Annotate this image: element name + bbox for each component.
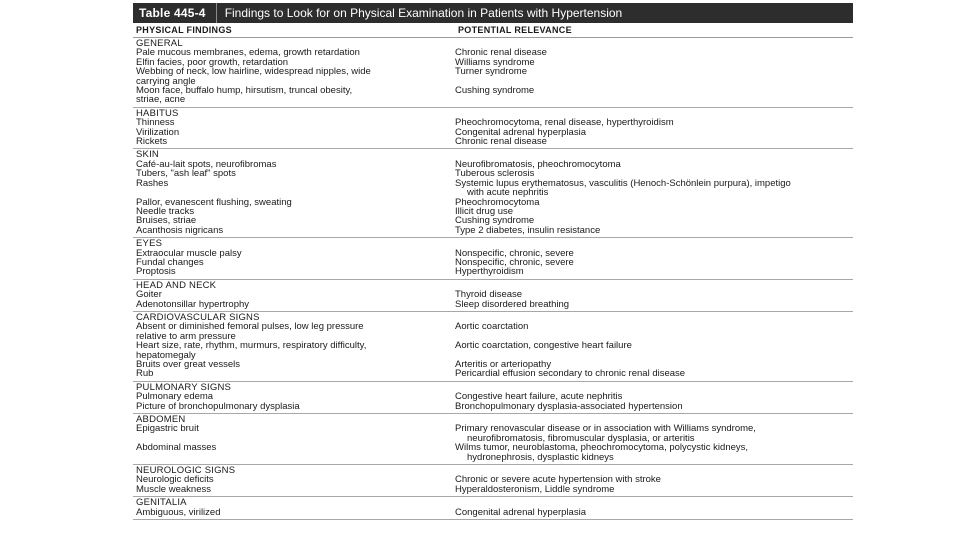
- table-row: [133, 434, 853, 443]
- table-section: [133, 414, 853, 465]
- physical-finding-cell: hepatomegaly: [136, 350, 196, 360]
- potential-relevance-cell: Hyperthyroidism: [455, 267, 524, 277]
- table-row: [133, 453, 853, 462]
- section-heading: HEAD AND NECK: [136, 279, 217, 291]
- physical-finding-cell: Fundal changes: [136, 257, 204, 268]
- potential-relevance-cell: Congestive heart failure, acute nephritis: [455, 392, 623, 402]
- table-row: [133, 508, 853, 517]
- potential-relevance-cell: [455, 332, 853, 341]
- section-heading: ABDOMEN: [136, 414, 186, 426]
- table-row: [133, 322, 853, 331]
- potential-relevance-cell: Arteritis or arteriopathy: [455, 360, 552, 370]
- potential-relevance-cell: Pheochromocytoma: [455, 197, 540, 207]
- potential-relevance-cell: Chronic renal disease: [455, 137, 547, 147]
- potential-relevance-cell: Chronic or severe acute hypertension with stroke: [455, 475, 661, 485]
- potential-relevance-cell: [455, 77, 853, 86]
- physical-finding-cell: Thinness: [136, 118, 175, 128]
- table-row: [133, 369, 853, 378]
- potential-relevance-cell: Chronic renal disease: [455, 48, 547, 58]
- table-row: [133, 179, 853, 188]
- table-row: [133, 485, 853, 494]
- physical-finding-cell: relative to arm pressure: [136, 331, 236, 342]
- potential-relevance-cell: Congenital adrenal hyperplasia: [455, 127, 586, 138]
- potential-relevance-cell: [455, 351, 853, 360]
- potential-relevance-cell: Wilms tumor, neuroblastoma, pheochromocytoma, polycystic kidneys,: [455, 443, 749, 453]
- physical-finding-cell: Absent or diminished femoral pulses, low leg pressure: [136, 322, 364, 332]
- table-section: [133, 497, 853, 520]
- table-row: [133, 267, 853, 276]
- table-row: [133, 351, 853, 360]
- table-row: [133, 128, 853, 137]
- table-section: [133, 38, 853, 108]
- table-row: [133, 160, 853, 169]
- physical-finding-cell: Needle tracks: [136, 206, 195, 217]
- table-row: [133, 58, 853, 67]
- section-heading: EYES: [136, 238, 163, 250]
- section-heading: GENERAL: [136, 38, 183, 49]
- physical-finding-cell: Rickets: [136, 137, 168, 147]
- physical-finding-cell: Goiter: [136, 290, 162, 300]
- table-row: [133, 207, 853, 216]
- section-heading: SKIN: [136, 149, 159, 161]
- physical-finding-cell: Abdominal masses: [136, 443, 217, 453]
- physical-finding-cell: Pale mucous membranes, edema, growth retardation: [136, 48, 360, 58]
- potential-relevance-cell: Cushing syndrome: [455, 86, 535, 96]
- table-section: [133, 108, 853, 150]
- table-row: [133, 198, 853, 207]
- table-row: [133, 95, 853, 104]
- potential-relevance-cell: Neurofibromatosis, pheochromocytoma: [455, 159, 621, 170]
- table-page: [133, 3, 853, 540]
- physical-finding-cell: Acanthosis nigricans: [136, 225, 224, 236]
- potential-relevance-cell: Hyperaldosteronism, Liddle syndrome: [455, 484, 615, 495]
- potential-relevance-cell: Thyroid disease: [455, 290, 523, 300]
- table-row: [133, 137, 853, 146]
- table-row: [133, 258, 853, 267]
- section-heading: CARDIOVASCULAR SIGNS: [136, 311, 260, 323]
- potential-relevance-cell: Illicit drug use: [455, 206, 514, 217]
- table-section: [133, 280, 853, 312]
- physical-finding-cell: Picture of bronchopulmonary dysplasia: [136, 401, 300, 412]
- table-row: [133, 424, 853, 433]
- table-row: [133, 332, 853, 341]
- table-row: [133, 475, 853, 484]
- physical-finding-cell: Webbing of neck, low hairline, widespread nipples, wide: [136, 67, 371, 77]
- potential-relevance-cell: Aortic coarctation, congestive heart failure: [455, 341, 632, 351]
- table-title: Findings to Look for on Physical Examination in Patients with Hypertension: [224, 6, 623, 20]
- potential-relevance-cell: with acute nephritis: [467, 188, 549, 198]
- table-row: [133, 188, 853, 197]
- potential-relevance-cell: [455, 95, 853, 104]
- table-row: [133, 67, 853, 76]
- physical-finding-cell: Neurologic deficits: [136, 475, 214, 485]
- physical-finding-cell: [133, 188, 455, 197]
- physical-finding-cell: Tubers, "ash leaf" spots: [136, 169, 236, 179]
- potential-relevance-cell: Sleep disordered breathing: [455, 299, 570, 309]
- table-row: [133, 118, 853, 127]
- table-section: [133, 312, 853, 382]
- table-row: [133, 402, 853, 411]
- physical-finding-cell: carrying angle: [136, 76, 196, 87]
- physical-finding-cell: Rub: [136, 369, 154, 379]
- table-row: [133, 86, 853, 95]
- table-row: [133, 341, 853, 350]
- potential-relevance-cell: Nonspecific, chronic, severe: [455, 257, 574, 268]
- potential-relevance-cell: Pheochromocytoma, renal disease, hyperthyroidism: [455, 118, 674, 128]
- potential-relevance-cell: hydronephrosis, dysplastic kidneys: [467, 452, 614, 463]
- physical-finding-cell: Heart size, rate, rhythm, murmurs, respiratory difficulty,: [136, 341, 367, 351]
- table-section: [133, 238, 853, 280]
- table-row: [133, 443, 853, 452]
- physical-finding-cell: Extraocular muscle palsy: [136, 248, 242, 258]
- potential-relevance-cell: Cushing syndrome: [455, 216, 535, 226]
- table-section: [133, 382, 853, 414]
- table-number: Table 445-4: [139, 6, 206, 20]
- potential-relevance-cell: Nonspecific, chronic, severe: [455, 248, 574, 258]
- table-section: [133, 465, 853, 497]
- table-body: [133, 38, 853, 520]
- potential-relevance-cell: Congenital adrenal hyperplasia: [455, 507, 586, 518]
- physical-finding-cell: Ambiguous, virilized: [136, 507, 221, 518]
- physical-finding-cell: striae, acne: [136, 95, 186, 105]
- potential-relevance-cell: Systemic lupus erythematosus, vasculitis (Henoch-Schönlein purpura), impetigo: [455, 178, 791, 189]
- potential-relevance-cell: Williams syndrome: [455, 57, 535, 68]
- section-heading: GENITALIA: [136, 497, 187, 509]
- section-heading: PULMONARY SIGNS: [136, 381, 232, 393]
- table-row: [133, 226, 853, 235]
- potential-relevance-cell: neurofibromatosis, fibromuscular dysplasia, or arteritis: [467, 433, 695, 444]
- table-row: [133, 77, 853, 86]
- column-header-physical-findings: PHYSICAL FINDINGS: [136, 25, 232, 35]
- potential-relevance-cell: Aortic coarctation: [455, 322, 529, 332]
- physical-finding-cell: Pallor, evanescent flushing, sweating: [136, 197, 292, 207]
- table-row: [133, 360, 853, 369]
- physical-finding-cell: Rashes: [136, 178, 169, 189]
- table-row: [133, 169, 853, 178]
- physical-finding-cell: Bruises, striae: [136, 216, 197, 226]
- table-row: [133, 300, 853, 309]
- potential-relevance-cell: Primary renovascular disease or in association with Williams syndrome,: [455, 424, 756, 434]
- potential-relevance-cell: Type 2 diabetes, insulin resistance: [455, 225, 601, 236]
- section-heading: HABITUS: [136, 107, 179, 119]
- table-row: [133, 48, 853, 57]
- section-heading: NEUROLOGIC SIGNS: [136, 465, 236, 477]
- physical-finding-cell: [133, 453, 455, 462]
- physical-finding-cell: Proptosis: [136, 267, 176, 277]
- physical-finding-cell: Elfin facies, poor growth, retardation: [136, 57, 289, 68]
- physical-finding-cell: Virilization: [136, 127, 180, 138]
- potential-relevance-cell: Turner syndrome: [455, 67, 527, 77]
- potential-relevance-cell: Tuberous sclerosis: [455, 169, 535, 179]
- physical-finding-cell: Adenotonsillar hypertrophy: [136, 299, 250, 309]
- physical-finding-cell: Moon face, buffalo hump, hirsutism, truncal obesity,: [136, 86, 353, 96]
- physical-finding-cell: Bruits over great vessels: [136, 360, 241, 370]
- physical-finding-cell: Muscle weakness: [136, 484, 211, 495]
- table-row: [133, 290, 853, 299]
- table-section: [133, 149, 853, 238]
- table-row: [133, 249, 853, 258]
- physical-finding-cell: Epigastric bruit: [136, 424, 199, 434]
- table-row: [133, 216, 853, 225]
- physical-finding-cell: [133, 434, 455, 443]
- physical-finding-cell: Pulmonary edema: [136, 392, 214, 402]
- potential-relevance-cell: Pericardial effusion secondary to chronic renal disease: [455, 369, 686, 379]
- column-headers: [133, 23, 853, 38]
- column-header-potential-relevance: POTENTIAL RELEVANCE: [458, 25, 572, 35]
- physical-finding-cell: Café-au-lait spots, neurofibromas: [136, 159, 277, 170]
- table-row: [133, 392, 853, 401]
- potential-relevance-cell: Bronchopulmonary dysplasia-associated hypertension: [455, 401, 683, 412]
- table-title-bar: [133, 3, 853, 23]
